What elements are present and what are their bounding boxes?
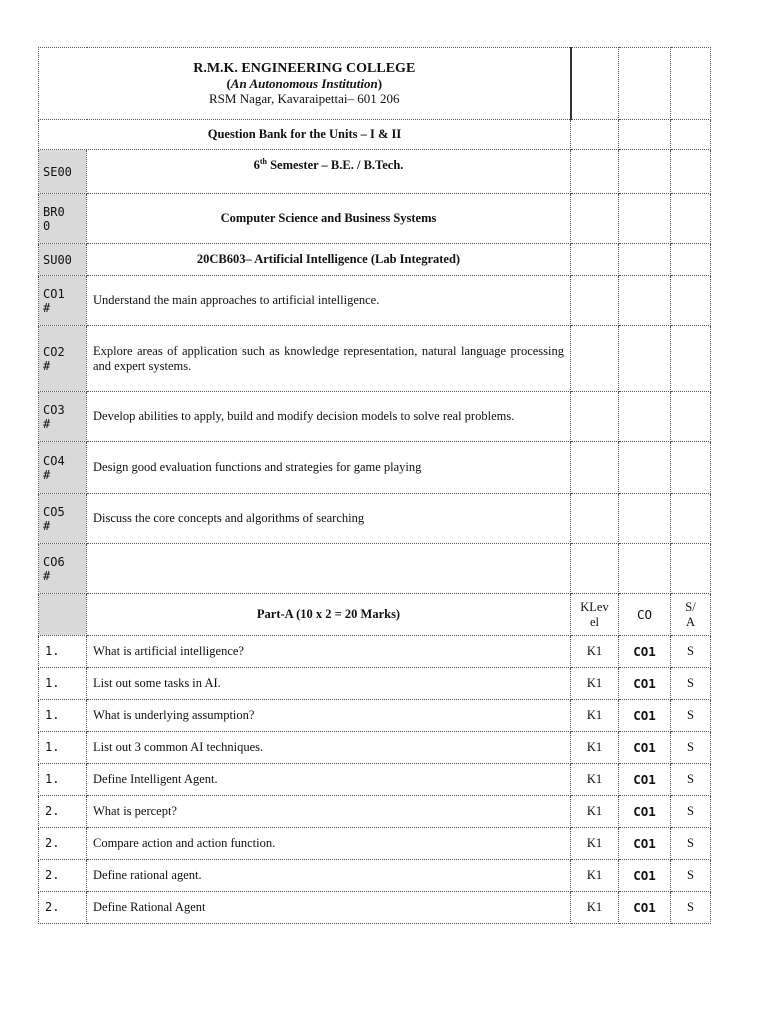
question-sa: S: [671, 764, 711, 796]
question-row: [39, 892, 711, 924]
co-code: CO2 #: [39, 326, 87, 392]
question-number: 2.: [39, 796, 87, 828]
question-text: Define Intelligent Agent.: [87, 764, 571, 796]
course-outcome-row: [39, 442, 711, 494]
question-co: CO1: [619, 828, 671, 860]
question-number: 1.: [39, 732, 87, 764]
question-number: 1.: [39, 764, 87, 796]
institution-type: (An Autonomous Institution): [226, 76, 383, 91]
co-description: Design good evaluation functions and strategies for game playing: [87, 442, 571, 494]
question-row: [39, 668, 711, 700]
question-klevel: K1: [571, 668, 619, 700]
college-header-row: [39, 48, 711, 120]
question-bank-title-row: [39, 120, 711, 150]
question-co: CO1: [619, 860, 671, 892]
co-description: Understand the main approaches to artificial intelligence.: [87, 276, 571, 326]
meta-code: SU00: [39, 244, 87, 276]
question-co: CO1: [619, 700, 671, 732]
question-text: List out 3 common AI techniques.: [87, 732, 571, 764]
co-code: CO4 #: [39, 442, 87, 494]
question-klevel: K1: [571, 892, 619, 924]
question-text: List out some tasks in AI.: [87, 668, 571, 700]
question-row: [39, 796, 711, 828]
question-sa: S: [671, 796, 711, 828]
question-number: 2.: [39, 828, 87, 860]
question-number: 1.: [39, 636, 87, 668]
sa-header: S/ A: [671, 594, 711, 636]
question-row: [39, 732, 711, 764]
question-co: CO1: [619, 764, 671, 796]
question-number: 2.: [39, 892, 87, 924]
question-text: Define rational agent.: [87, 860, 571, 892]
question-klevel: K1: [571, 764, 619, 796]
question-klevel: K1: [571, 828, 619, 860]
co-description: Explore areas of application such as knowledge representation, natural language processing and expert systems.: [87, 326, 571, 392]
course-outcome-row: [39, 326, 711, 392]
question-bank-table: [38, 47, 711, 924]
question-number: 2.: [39, 860, 87, 892]
question-klevel: K1: [571, 860, 619, 892]
meta-value: Computer Science and Business Systems: [87, 194, 571, 244]
klevel-header: KLev el: [571, 594, 619, 636]
course-outcome-row: [39, 392, 711, 442]
question-co: CO1: [619, 732, 671, 764]
question-co: CO1: [619, 892, 671, 924]
question-number: 1.: [39, 668, 87, 700]
co-code: CO3 #: [39, 392, 87, 442]
question-sa: S: [671, 668, 711, 700]
question-row: [39, 828, 711, 860]
co-code: CO6 #: [39, 544, 87, 594]
question-sa: S: [671, 828, 711, 860]
co-description: [87, 544, 571, 594]
meta-row: [39, 244, 711, 276]
question-co: CO1: [619, 796, 671, 828]
college-address: RSM Nagar, Kavaraipettai– 601 206: [209, 91, 400, 106]
part-a-header-section: [39, 594, 711, 636]
question-row: [39, 764, 711, 796]
question-klevel: K1: [571, 796, 619, 828]
course-outcome-row: [39, 276, 711, 326]
question-klevel: K1: [571, 732, 619, 764]
question-co: CO1: [619, 668, 671, 700]
part-a-header-row: [39, 594, 711, 636]
question-bank-title: Question Bank for the Units – I & II: [39, 120, 571, 150]
meta-code: SE00: [39, 150, 87, 194]
college-name: R.M.K. ENGINEERING COLLEGE: [193, 61, 416, 76]
co-code: CO5 #: [39, 494, 87, 544]
question-text: Compare action and action function.: [87, 828, 571, 860]
question-number: 1.: [39, 700, 87, 732]
question-sa: S: [671, 732, 711, 764]
meta-section: [39, 150, 711, 276]
question-row: [39, 636, 711, 668]
meta-value: 6th Semester – B.E. / B.Tech.: [87, 150, 571, 194]
question-sa: S: [671, 892, 711, 924]
question-text: What is percept?: [87, 796, 571, 828]
co-description: Develop abilities to apply, build and modify decision models to solve real problems.: [87, 392, 571, 442]
question-text: What is artificial intelligence?: [87, 636, 571, 668]
question-sa: S: [671, 860, 711, 892]
questions-section: [39, 636, 711, 924]
college-header: [39, 48, 571, 120]
co-description: Discuss the core concepts and algorithms of searching: [87, 494, 571, 544]
course-outcomes-section: [39, 276, 711, 594]
meta-value: 20CB603– Artificial Intelligence (Lab Integrated): [87, 244, 571, 276]
question-klevel: K1: [571, 636, 619, 668]
question-row: [39, 700, 711, 732]
meta-code: BR0 0: [39, 194, 87, 244]
meta-row: [39, 150, 711, 194]
question-sa: S: [671, 636, 711, 668]
meta-row: [39, 194, 711, 244]
co-code: CO1 #: [39, 276, 87, 326]
question-row: [39, 860, 711, 892]
question-klevel: K1: [571, 700, 619, 732]
question-text: Define Rational Agent: [87, 892, 571, 924]
course-outcome-row: [39, 544, 711, 594]
course-outcome-row: [39, 494, 711, 544]
part-a-title: Part-A (10 x 2 = 20 Marks): [87, 594, 571, 636]
question-co: CO1: [619, 636, 671, 668]
co-header: CO: [619, 594, 671, 636]
question-text: What is underlying assumption?: [87, 700, 571, 732]
question-sa: S: [671, 700, 711, 732]
